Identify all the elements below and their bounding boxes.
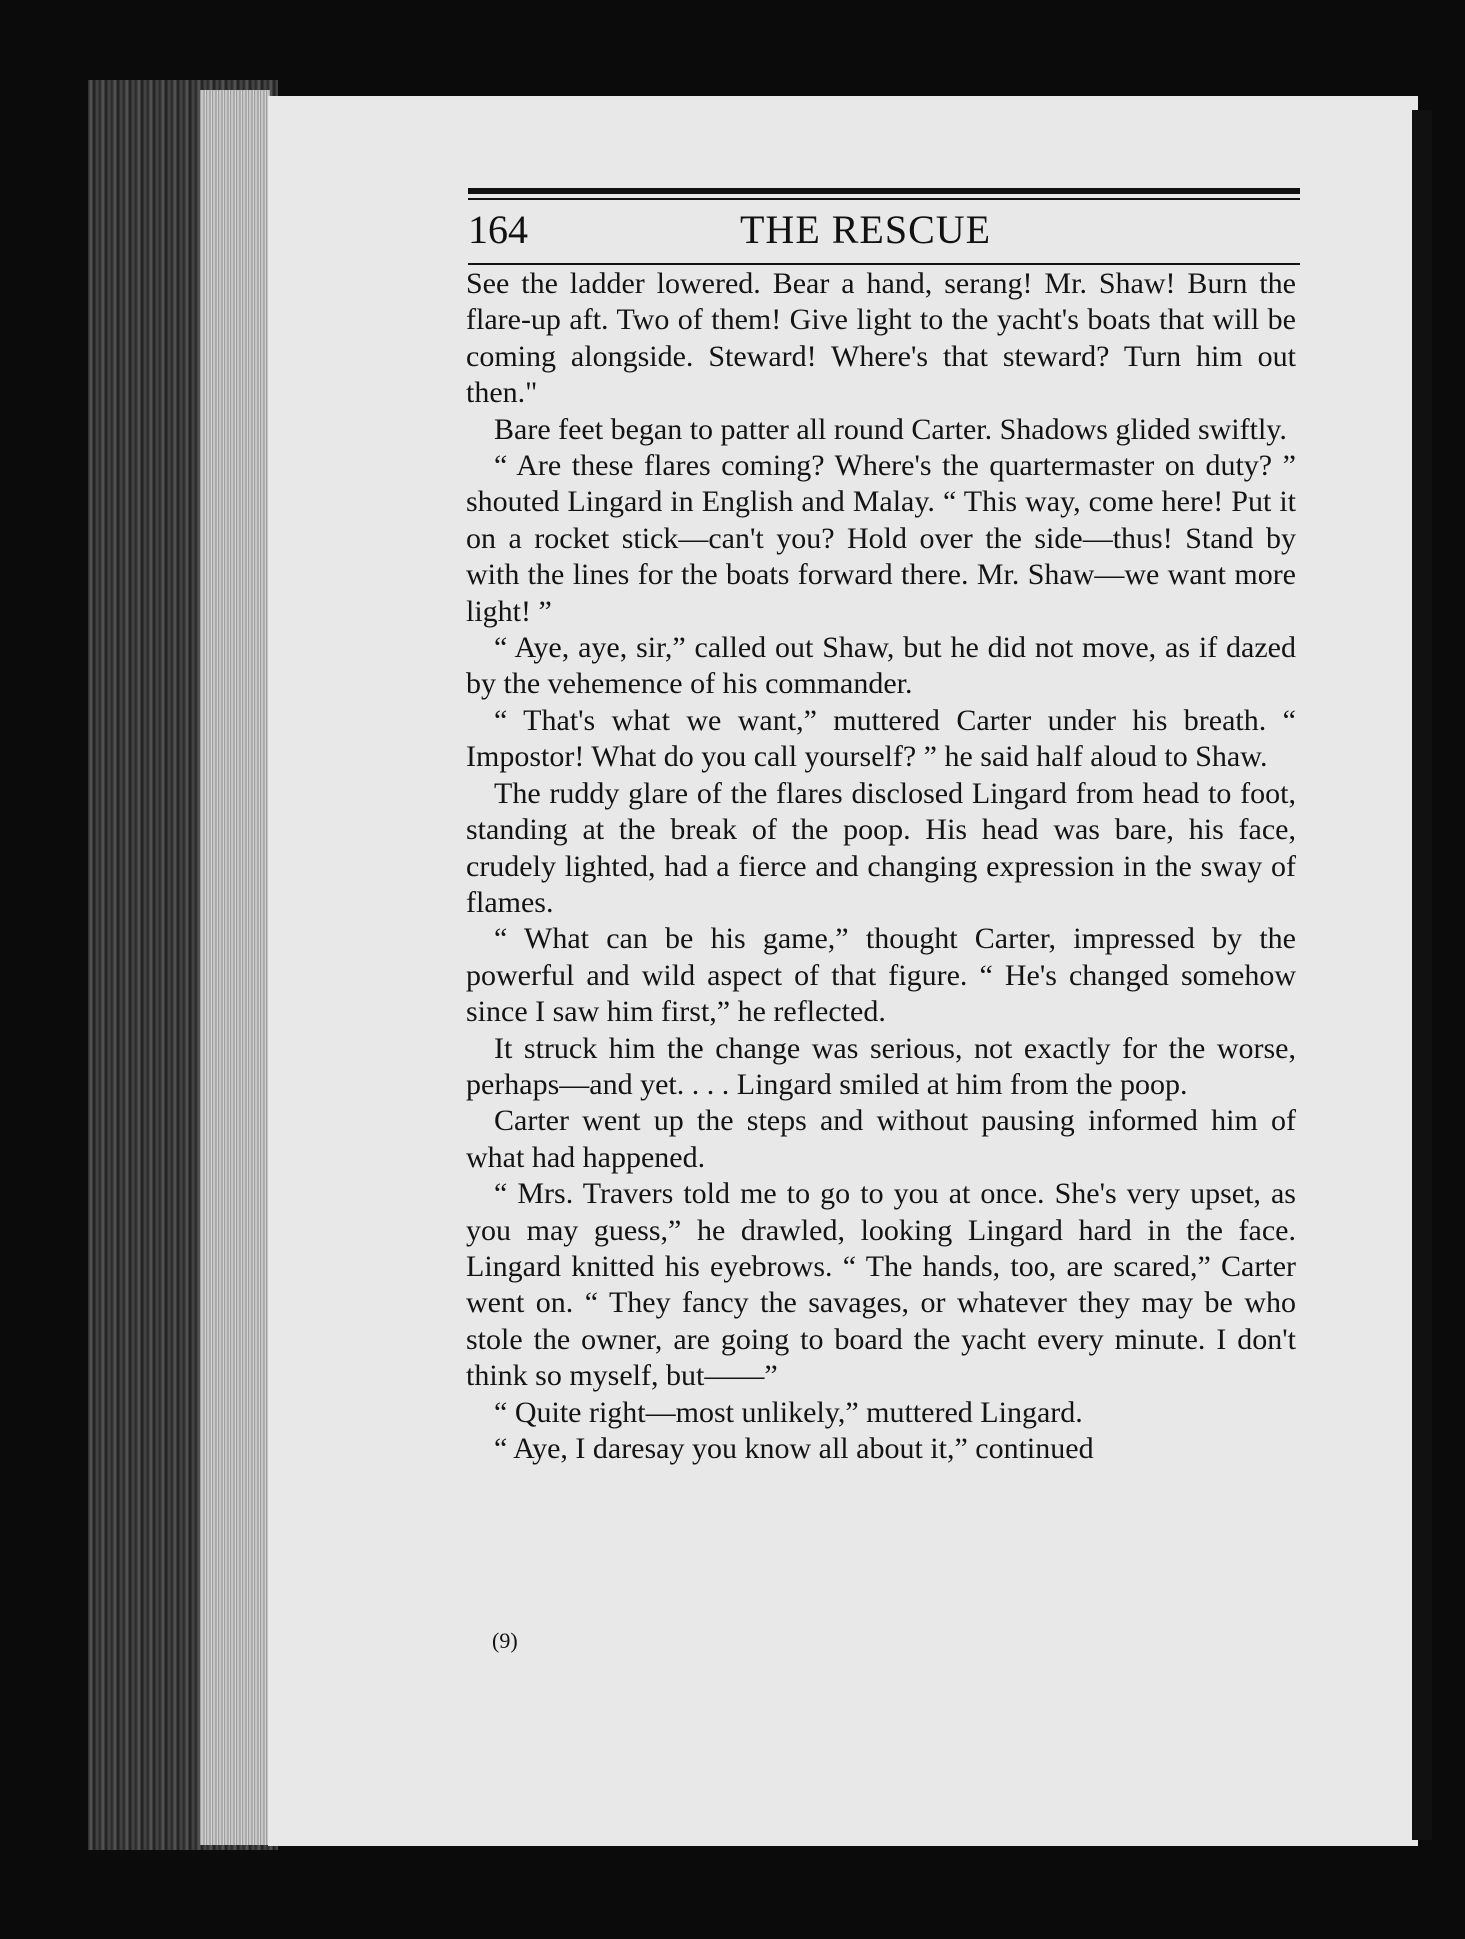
- paragraph: “ Aye, aye, sir,” called out Shaw, but he did not move, as if dazed by the vehemence of his commander.: [466, 631, 1296, 701]
- paragraph: “ That's what we want,” muttered Carter under his breath. “ Impostor! What do you call yourself? ” he said half aloud to Shaw.: [466, 703, 1296, 774]
- body-text: [466, 266, 1296, 1467]
- paragraph: The ruddy glare of the flares disclosed Lingard from head to foot, standing at the break of the poop. His head was bare, his face, crudely lighted, had a fierce and changing expression in the sway of flames.: [466, 776, 1296, 919]
- paragraph: “ Aye, I daresay you know all about it,” continued: [494, 1432, 1094, 1465]
- running-title: THE RESCUE: [740, 207, 992, 252]
- paragraph: “ What can be his game,” thought Carter, impressed by the powerful and wild aspect of that figure. “ He's changed somehow since I saw him first,” he reflected.: [466, 922, 1296, 1029]
- paragraph: It struck him the change was serious, not exactly for the worse, perhaps—and yet. . . . Lingard smiled at him from the poop.: [466, 1031, 1296, 1101]
- paragraph: “ Are these flares coming? Where's the quartermaster on duty? ” shouted Lingard in English and Malay. “ This way, come here! Put it on a rocket stick—can't you? Hold over the side—thus! Stand by with the lines for the boats forward there. Mr. Shaw—we want more light! ”: [466, 449, 1296, 628]
- header-rule-thick: [468, 188, 1300, 194]
- paragraph: Bare feet began to patter all round Carter. Shadows glided swiftly.: [494, 412, 1287, 446]
- paragraph: See the ladder lowered. Bear a hand, serang! Mr. Shaw! Burn the flare-up aft. Two of them! Give light to the yacht's boats that will be coming alongside. Steward! Where's that steward? Turn him out then.": [466, 267, 1296, 410]
- signature-mark: (9): [492, 1628, 518, 1653]
- paragraph: Carter went up the steps and without pausing informed him of what had happened.: [466, 1104, 1296, 1174]
- book-gutter: [1412, 110, 1432, 1840]
- paragraph: “ Mrs. Travers told me to go to you at once. She's very upset, as you may guess,” he drawled, looking Lingard hard in the face. Lingard knitted his eyebrows. “ The hands, too, are scared,” Carter went on. “ They fancy the savages, or whatever they may be who stole the owner, are going to board the yacht every minute. I don't think so myself, but——”: [466, 1177, 1296, 1393]
- header-rule-thin: [468, 198, 1300, 200]
- book-page-edges-light: [200, 90, 270, 1845]
- header-rule-bottom: [468, 263, 1300, 265]
- paragraph: “ Quite right—most unlikely,” muttered Lingard.: [494, 1395, 1083, 1429]
- page-number: 164: [468, 207, 528, 252]
